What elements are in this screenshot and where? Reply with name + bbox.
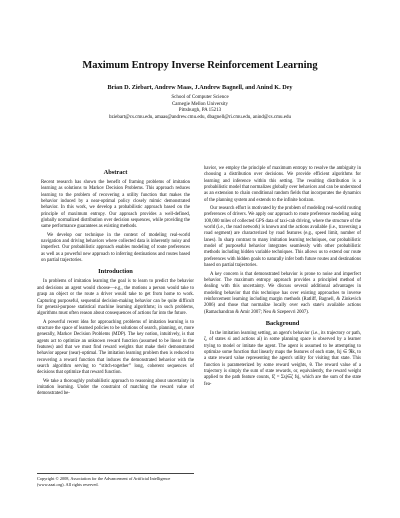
affiliation-line: Pittsburgh, PA 15213 [178,108,222,114]
abstract-paragraph: We develop our technique in the context of modeling real-world navigation and driving behaviors where collected data is inherently noisy and imperfect. Our probabilistic approach enables modeling of route preferences as well as a powerful new approach to inferring destinations and routes based on partial trajectories. [41,232,190,264]
body-paragraph: A key concern is that demonstrated behavior is prone to noise and imperfect behavior. The maximum entropy approach provides a principled method of dealing with this uncertainty. We discuss several additional advantages in modeling behavior that this technique has over existing approaches to inverse reinforcement learning including margin methods (Ratliff, Bagnell, & Zinkevich 2006) and those that normalize locally over each state's available actions (Ramachandran & Amir 2007; Neu & Szepesvri 2007). [204,271,361,315]
author-emails: bziebart@cs.cmu.edu, amaas@andrew.cmu.edu, dbagnell@ri.cmu.edu, anind@cs.cmu.edu [109,114,291,120]
right-column [204,166,361,390]
background-heading: Background [265,319,300,327]
affiliation [0,95,400,121]
abstract-heading: Abstract [103,169,128,176]
introduction-heading: Introduction [98,268,133,276]
affiliation-line: Carnegie Mellon University [171,101,229,107]
affiliation-line: School of Computer Science [171,95,229,100]
abstract [37,180,194,264]
body-paragraph: In the imitation learning setting, an agent's behavior (i.e., its trajectory or path, ζ, of states si and actions ai) in some planning space is observed by a learner trying to model or imitate the agent. The agent is assumed to be attempting to optimize some function that linearly maps the features of each state, fsj ∈ ℜk, to a state reward value representing the agent's utility for visiting that state. This function is parameterized by some reward weights, θ. The reward value of a trajectory is simply the sum of state rewards, or, equivalently, the reward weight applied to the path feature counts, fζ = Σsj∈ζ fsj, which are the sum of the state fea- [204,330,361,387]
body-paragraph: A powerful recent idea for approaching problems of imitation learning is to structure the space of learned policies to be solutions of search, planning, or, more generally, Markov Decision Problems (MDP). The key notion, intuitively, is that agents act to optimize an unknown reward function (assumed to be linear in the features) and that we must find reward weights that make their demonstrated behavior appear (near)-optimal. The imitation learning problem then is reduced to recovering a reward function that induces the demonstrated behavior with the search algorithm serving to “stitch-together” long, coherent sequences of decisions that optimize that reward function. [37,319,194,376]
copyright-footnote: Copyright © 2008, Association for the Advancement of Artificial Intelligence (www.aaai.org). All rights reserved. [37,473,194,487]
body-paragraph: In problems of imitation learning the goal is to learn to predict the behavior and decisions an agent would choose—e.g., the motions a person would take to grasp an object or the route a driver would take to get from home to work. Capturing purposeful, sequential decision-making behavior can be quite difficult for general-purpose statistical machine learning algorithms; in such problems, algorithms must often reason about consequences of actions far into the future. [37,279,194,317]
left-column [37,166,194,400]
body-paragraph: We take a thoroughly probabilistic approach to reasoning about uncertainty in imitation learning. Under the constraint of matching the reward value of demonstrated be- [37,378,194,397]
paper-authors: Brian D. Ziebart, Andrew Maas, J.Andrew Bagnell, and Anind K. Dey [107,84,293,91]
body-paragraph: havior, we employ the principle of maximum entropy to resolve the ambiguity in choosing a distribution over decisions. We provide efficient algorithms for learning and inference within this setting. The resulting distribution is a probabilistic model that normalizes globally over behaviors and can be understood as an extension to chain conditional random fields that incorporates the dynamics of the planning system and extends to the infinite horizon. [204,166,361,203]
body-paragraph: Our research effort is motivated by the problem of modeling real-world routing preferences of drivers. We apply our approach to route preference modeling using 100,000 miles of collected GPS data of taxi-cab driving, where the structure of the world (i.e., the road network) is known and the actions available (i.e., traversing a road segment) are characterized by road features (e.g., speed limit, number of lanes). In sharp contrast to many imitation learning techniques, our probabilistic model of purposeful behavior integrates seamlessly with other probabilistic methods including hidden variable techniques. This allows us to extend our route preferences with hidden goals to naturally infer both future routes and destinations based on partial trajectories. [204,206,361,269]
abstract-paragraph: Recent research has shown the benefit of framing problems of imitation learning as solutions to Markov Decision Problems. This approach reduces learning to the problem of recovering a utility function that makes the behavior induced by a near-optimal policy closely mimic demonstrated behavior. In this work, we develop a probabilistic approach based on the principle of maximum entropy. Our approach provides a well-defined, globally normalized distribution over decision sequences, while providing the same performance guarantees as existing methods. [41,180,190,230]
paper-title: Maximum Entropy Inverse Reinforcement Learning [82,60,318,71]
